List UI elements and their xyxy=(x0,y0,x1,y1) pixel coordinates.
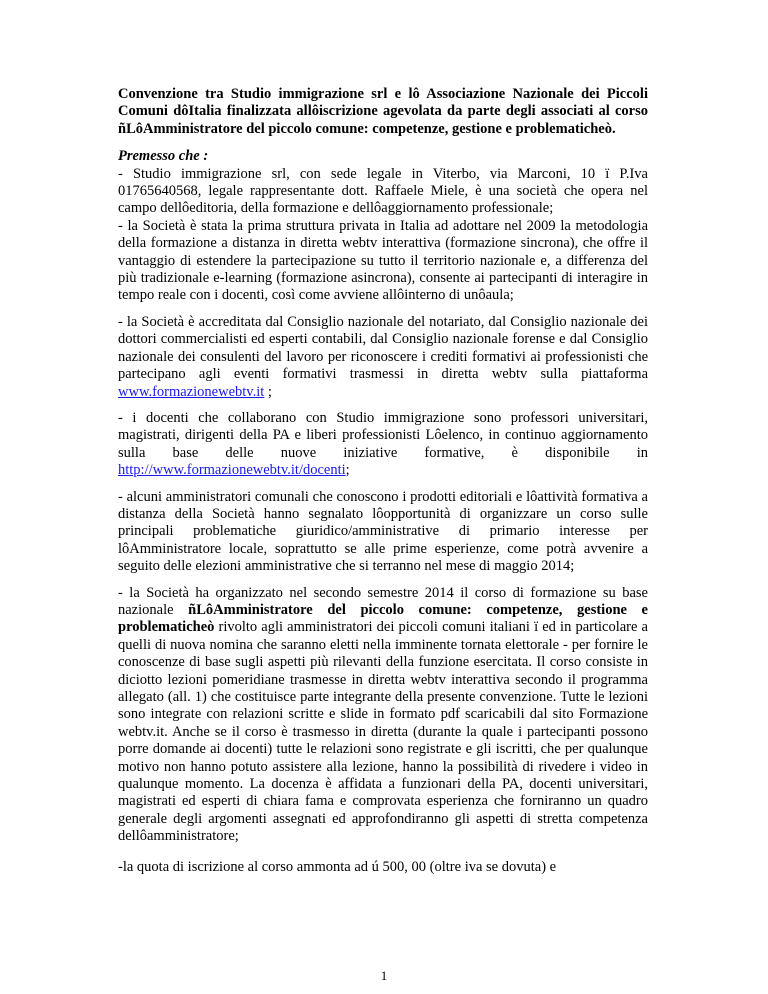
course-text-start: - la Società ha organizzato nel secondo semestre 2014 il corso di formazione su base nazionale xyxy=(118,584,648,618)
paragraph-administrators: - alcuni amministratori comunali che conoscono i prodotti editoriali e lôattività formativa a distanza della Società hanno segnalato lôopportunità di organizzare un corso sulle principali problematiche giuridico/amministrative di primario interesse per lôAmministratore locale, soprattutto se alle prime esperienze, come potrà avvenire a seguito delle elezioni amministrative che si terranno nel mese di maggio 2014; xyxy=(118,488,648,575)
docenti-link[interactable]: http://www.formazionewebtv.it/docenti xyxy=(118,462,346,479)
document-title: Convenzione tra Studio immigrazione srl e lô Associazione Nazionale dei Piccoli Comuni dôItalia finalizzata allôiscrizione agevolata da parte degli associati al corso ñLôAmministratore del piccolo comune: competenze, gestione e problematicheò. xyxy=(118,86,648,137)
document-page xyxy=(118,86,648,885)
premesso-heading: Premesso che : xyxy=(118,148,209,165)
paragraph-accreditation xyxy=(118,314,648,401)
paragraph-company: - Studio immigrazione srl, con sede legale in Viterbo, via Marconi, 10 ï P.Iva 01765640568, legale rappresentante dott. Raffaele Miele, è una società che opera nel campo dellôeditoria, della formazione e dellôaggiornamento professionale; xyxy=(118,165,648,217)
formazionewebtv-link[interactable]: www.formazionewebtv.it xyxy=(118,383,265,400)
paragraph-teachers xyxy=(118,410,648,480)
paragraph-fee: -la quota di iscrizione al corso ammonta ad ú 500, 00 (oltre iva se dovuta) e xyxy=(118,858,557,875)
teachers-text: - i docenti che collaborano con Studio immigrazione sono professori universitari, magistrati, dirigenti della PA e liberi professionisti Lôelenco, in continuo aggiornamento sulla base delle nuove iniziative formative, è disponibile in xyxy=(118,409,648,461)
teachers-end: ; xyxy=(345,462,350,479)
paragraph-course xyxy=(118,585,648,846)
course-text-rest: rivolto agli amministratori dei piccoli comuni italiani ï ed in particolare a quelli di nuova nomina che saranno eletti nella imminente tornata elettorale - per fornire le conoscenze di base sugli aspetti più rilevanti della funzione esercitata. Il corso consiste in diciotto lezioni pomeridiane trasmesse in diretta webtv interattiva secondo il programma allegato (all. 1) che costituisce parte integrante della presente convenzione. Tutte le lezioni sono integrate con relazioni scritte e slide in formato pdf scaricabili dal sito Formazione webtv.it. Anche se il corso è trasmesso in diretta (durante la quale i partecipanti possono porre domande ai docenti) tutte le relazioni sono registrate e gli iscritti, che per qualunque motivo non hanno potuto assistere alla lezione, hanno la possibilità di rivedere i video in qualunque momento. La docenza è affidata a funzionari della PA, docenti universitari, magistrati ed esperti di chiara fama e comprovata esperienza che forniranno un quadro generale degli argomenti assegnati ed approfondiranno gli aspetti di stretta competenza dellôamministratore; xyxy=(118,619,648,845)
accreditation-end: ; xyxy=(264,383,272,400)
accreditation-text: - la Società è accreditata dal Consiglio nazionale del notariato, dal Consiglio nazionale dei dottori commercialisti ed esperti contabili, dal Consiglio nazionale forense e dal Consiglio nazionale dei consulenti del lavoro per riconoscere i crediti formativi ai professionisti che partecipano agli eventi formativi trasmessi in diretta webtv sulla piattaforma xyxy=(118,313,648,383)
course-title: ñLôAmministratore del piccolo comune: competenze, gestione e problematicheò xyxy=(118,601,648,636)
paragraph-methodology: - la Società è stata la prima struttura privata in Italia ad adottare nel 2009 la metodologia della formazione a distanza in diretta webtv interattiva (formazione sincrona), che offre il vantaggio di estendere la partecipazione su tutto il territorio nazionale e, a differenza del più tradizionale e-learning (formazione asincrona), consente ai partecipanti di interagire in tempo reale con i docenti, così come avviene allôinterno di unôaula; xyxy=(118,217,648,304)
page-number: 1 xyxy=(380,968,388,983)
premises-block xyxy=(118,148,648,305)
